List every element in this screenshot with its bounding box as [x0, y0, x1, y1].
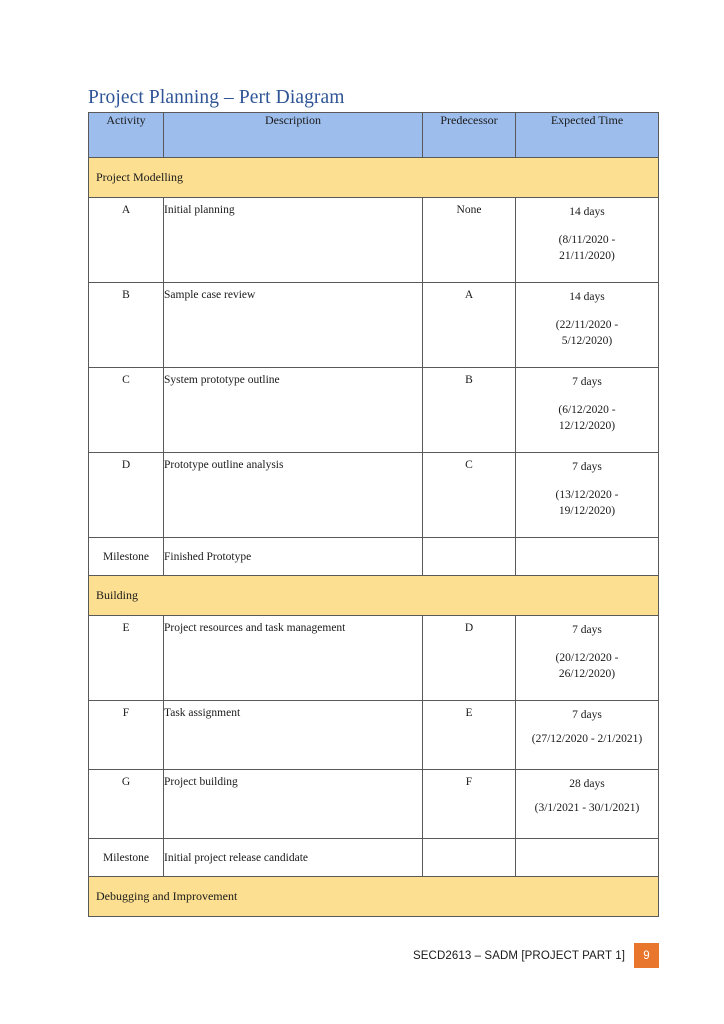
- section-label: Debugging and Improvement: [89, 877, 659, 917]
- table-row: [89, 368, 659, 453]
- cell-activity: Milestone: [89, 538, 164, 576]
- section-label: Building: [89, 576, 659, 616]
- expected-duration: 7 days: [572, 461, 602, 473]
- table-header: [89, 113, 659, 158]
- cell-description: Initial project release candidate: [164, 839, 423, 877]
- cell-activity: E: [89, 616, 164, 701]
- cell-predecessor: B: [423, 368, 516, 453]
- cell-predecessor: C: [423, 453, 516, 538]
- cell-predecessor: D: [423, 616, 516, 701]
- cell-activity: G: [89, 770, 164, 839]
- table-row: [89, 839, 659, 877]
- cell-description: Prototype outline analysis: [164, 453, 423, 538]
- column-header-description: Description: [164, 113, 423, 158]
- cell-expected-time: [516, 839, 659, 877]
- cell-expected-time: [516, 701, 659, 770]
- cell-expected-time: [516, 283, 659, 368]
- expected-duration: 14 days: [569, 206, 605, 218]
- cell-expected-time: [516, 616, 659, 701]
- cell-activity: B: [89, 283, 164, 368]
- cell-description: Finished Prototype: [164, 538, 423, 576]
- expected-duration: 7 days: [572, 709, 602, 721]
- cell-activity: C: [89, 368, 164, 453]
- column-header-predecessor: Predecessor: [423, 113, 516, 158]
- cell-activity: D: [89, 453, 164, 538]
- expected-date-range: [516, 650, 658, 683]
- expected-date-range: [516, 232, 658, 265]
- cell-predecessor: F: [423, 770, 516, 839]
- table-row: [89, 616, 659, 701]
- pert-diagram-table: [88, 112, 659, 917]
- table-section-row: [89, 158, 659, 198]
- section-label: Project Modelling: [89, 158, 659, 198]
- table-header-row: [89, 113, 659, 158]
- table-row: [89, 538, 659, 576]
- cell-activity: A: [89, 198, 164, 283]
- expected-date-range: [516, 402, 658, 435]
- date-range-line-2: 5/12/2020): [561, 335, 613, 348]
- expected-date-range: [516, 487, 658, 520]
- cell-description: Sample case review: [164, 283, 423, 368]
- expected-duration: 14 days: [569, 291, 605, 303]
- expected-date-range: [516, 317, 658, 350]
- table-row: [89, 283, 659, 368]
- date-range-line-2: 19/12/2020): [558, 505, 616, 518]
- table-row: [89, 770, 659, 839]
- cell-activity: F: [89, 701, 164, 770]
- cell-description: Task assignment: [164, 701, 423, 770]
- cell-description: Project building: [164, 770, 423, 839]
- cell-activity: Milestone: [89, 839, 164, 877]
- cell-expected-time: [516, 538, 659, 576]
- table-row: [89, 701, 659, 770]
- table-body: [89, 158, 659, 917]
- date-range-line-1: (13/12/2020 -: [555, 488, 619, 501]
- table-row: [89, 453, 659, 538]
- date-range-line-2: 12/12/2020): [558, 420, 616, 433]
- expected-duration: 7 days: [572, 376, 602, 388]
- expected-duration: 7 days: [572, 624, 602, 636]
- cell-expected-time: [516, 198, 659, 283]
- page-number-badge: 9: [634, 943, 659, 968]
- cell-predecessor: E: [423, 701, 516, 770]
- cell-description: Project resources and task management: [164, 616, 423, 701]
- cell-expected-time: [516, 368, 659, 453]
- expected-date-range: (27/12/2020 - 2/1/2021): [531, 732, 643, 745]
- table-section-row: [89, 877, 659, 917]
- footer-course-label: SECD2613 – SADM [PROJECT PART 1]: [413, 949, 625, 962]
- cell-predecessor: A: [423, 283, 516, 368]
- date-range-line-1: (20/12/2020 -: [555, 651, 619, 664]
- cell-expected-time: [516, 770, 659, 839]
- cell-predecessor: [423, 839, 516, 877]
- expected-duration: 28 days: [569, 778, 605, 790]
- column-header-activity: Activity: [89, 113, 164, 158]
- column-header-expected-time: Expected Time: [516, 113, 659, 158]
- table-section-row: [89, 576, 659, 616]
- table-row: [89, 198, 659, 283]
- date-range-line-1: (6/12/2020 -: [558, 403, 616, 416]
- cell-expected-time: [516, 453, 659, 538]
- date-range-line-1: (22/11/2020 -: [555, 318, 619, 331]
- date-range-line-2: 21/11/2020): [559, 250, 615, 263]
- page-title: Project Planning – Pert Diagram: [88, 87, 345, 108]
- expected-date-range: (3/1/2021 - 30/1/2021): [534, 801, 640, 814]
- date-range-line-2: 26/12/2020): [558, 668, 616, 681]
- date-range-line-1: (8/11/2020 -: [558, 233, 616, 246]
- cell-description: Initial planning: [164, 198, 423, 283]
- page-footer: [413, 943, 659, 968]
- cell-predecessor: None: [423, 198, 516, 283]
- cell-predecessor: [423, 538, 516, 576]
- cell-description: System prototype outline: [164, 368, 423, 453]
